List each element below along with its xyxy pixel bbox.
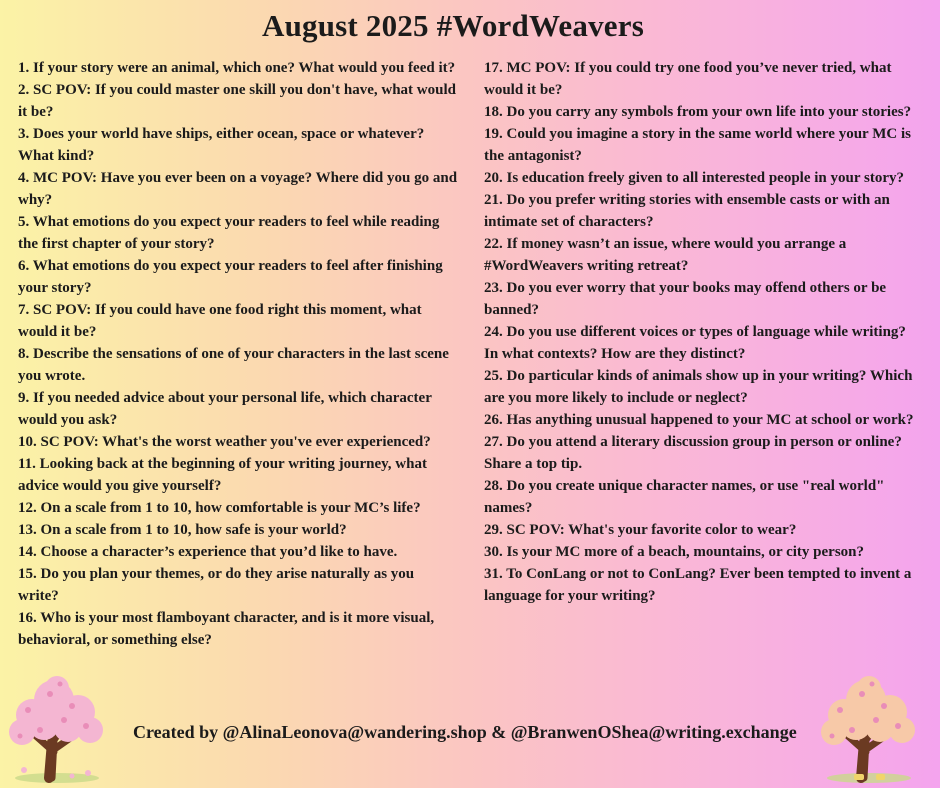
prompt-item: 8. Describe the sensations of one of your characters in the last scene you wrote. [18,346,449,384]
prompts-left-column [18,57,458,651]
cherry-blossom-tree-icon [814,670,924,785]
prompt-item: 4. MC POV: Have you ever been on a voyage? Where did you go and why? [18,170,458,208]
prompt-item: 18. Do you carry any symbols from your own life into your stories? [484,104,912,120]
credits-footer: Created by @AlinaLeonova@wandering.shop & @BranwenOShea@writing.exchange [133,722,797,742]
prompt-item: 25. Do particular kinds of animals show up in your writing? Which are you more likely to include or neglect? [484,368,913,406]
prompt-item: 2. SC POV: If you could master one skill you don't have, what would it be? [18,82,456,120]
prompt-item: 15. Do you plan your themes, or do they arise naturally as you write? [18,566,415,604]
prompt-item: 5. What emotions do you expect your readers to feel while reading the first chapter of your story? [18,214,440,252]
cherry-blossom-tree-icon [2,670,112,785]
prompt-item: 7. SC POV: If you could have one food right this moment, what would it be? [18,302,422,340]
prompt-item: 24. Do you use different voices or types of language while writing? In what contexts? How are they distinct? [484,324,906,362]
prompt-item: 23. Do you ever worry that your books may offend others or be banned? [484,280,887,318]
prompt-item: 17. MC POV: If you could try one food you’ve never tried, what would it be? [484,60,892,98]
poster-title: August 2025 #WordWeavers [262,8,644,43]
prompt-item: 3. Does your world have ships, either ocean, space or whatever? What kind? [18,126,425,164]
cherry-blossom-tree-graphic-right [814,670,924,785]
cherry-blossom-tree-graphic-left [2,670,112,785]
prompt-item: 10. SC POV: What's the worst weather you've ever experienced? [18,434,431,450]
prompt-item: 14. Choose a character’s experience that you’d like to have. [18,544,398,560]
prompts-right-column [484,57,922,607]
prompt-item: 6. What emotions do you expect your readers to feel after finishing your story? [18,258,443,296]
prompt-item: 20. Is education freely given to all interested people in your story? [484,170,904,186]
prompt-item: 27. Do you attend a literary discussion group in person or online? Share a top tip. [484,434,902,472]
prompt-item: 1. If your story were an animal, which one? What would you feed it? [18,60,456,76]
prompt-item: 19. Could you imagine a story in the same world where your MC is the antagonist? [484,126,911,164]
prompt-item: 26. Has anything unusual happened to your MC at school or work? [484,412,914,428]
prompt-item: 11. Looking back at the beginning of your writing journey, what advice would you give yourself? [18,456,427,494]
prompt-item: 28. Do you create unique character names, or use "real world" names? [484,478,885,516]
prompt-item: 29. SC POV: What's your favorite color to wear? [484,522,797,538]
prompt-item: 30. Is your MC more of a beach, mountains, or city person? [484,544,864,560]
prompt-item: 9. If you needed advice about your personal life, which character would you ask? [18,390,432,428]
prompt-item: 12. On a scale from 1 to 10, how comfortable is your MC’s life? [18,500,421,516]
prompt-item: 31. To ConLang or not to ConLang? Ever been tempted to invent a language for your writing? [484,566,912,604]
prompt-item: 13. On a scale from 1 to 10, how safe is your world? [18,522,347,538]
prompt-item: 16. Who is your most flamboyant character, and is it more visual, behavioral, or something else? [18,610,435,648]
prompt-item: 21. Do you prefer writing stories with ensemble casts or with an intimate set of characters? [484,192,890,230]
prompt-item: 22. If money wasn’t an issue, where would you arrange a #WordWeavers writing retreat? [484,236,847,274]
